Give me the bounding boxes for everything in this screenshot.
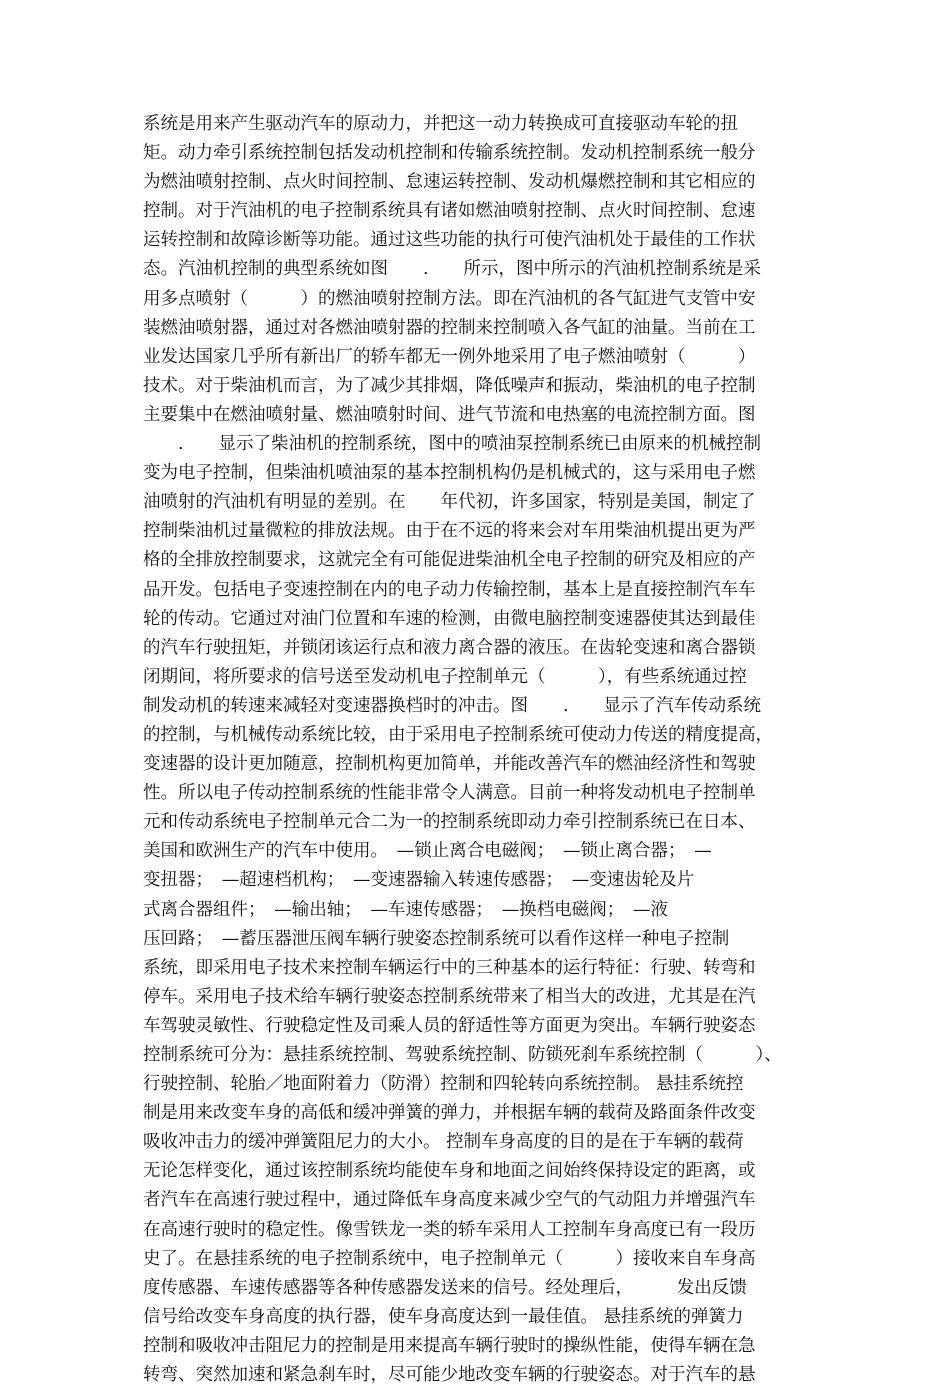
text-line: 变扭器； —超速档机构； —变速器输入转速传感器； —变速齿轮及片 (143, 870, 695, 891)
text-line: 格的全排放控制要求，这就完全有可能促进柴油机全电子控制的研究及相应的产 (143, 550, 756, 571)
text-line: 行驶控制、轮胎／地面附着力（防滑）控制和四轮转向系统控制。 悬挂系统控 (143, 1074, 744, 1095)
body-text (143, 110, 823, 1390)
text-line: 系统是用来产生驱动汽车的原动力，并把这一动力转换成可直接驱动车轮的扭 (143, 114, 738, 134)
text-line: 式离合器组件； —输出轴； —车速传感器； —换档电磁阀； —液 (143, 899, 668, 920)
text-line: 油喷射的汽油机有明显的差别。在 年代初，许多国家，特别是美国，制定了 (143, 492, 756, 513)
text-line: 装燃油喷射器，通过对各燃油喷射器的控制来控制喷入各气缸的油量。当前在工 (143, 317, 756, 338)
text-line: 在高速行驶时的稳定性。像雪铁龙一类的轿车采用人工控制车身高度已有一段历 (143, 1219, 756, 1240)
text-line: 矩。动力牵引系统控制包括发动机控制和传输系统控制。发动机控制系统一般分 (143, 143, 756, 164)
text-line: 无论怎样变化，通过该控制系统均能使车身和地面之间始终保持设定的距离，或 (143, 1161, 756, 1182)
text-line: 态。汽油机控制的典型系统如图 . 所示，图中所示的汽油机控制系统是采 (143, 259, 762, 280)
text-line: 信号给改变车身高度的执行器，使车身高度达到一最佳值。 悬挂系统的弹簧力 (143, 1306, 744, 1327)
text-line: 度传感器、车速传感器等各种传感器发送来的信号。经处理后， 发出反馈 (143, 1277, 747, 1298)
text-line: 车驾驶灵敏性、行驶稳定性及司乘人员的舒适性等方面更为突出。车辆行驶姿态 (143, 1015, 756, 1036)
text-line: 美国和欧洲生产的汽车中使用。 —锁止离合电磁阀； —锁止离合器； — (143, 841, 712, 862)
text-line: . 显示了柴油机的控制系统，图中的喷油泵控制系统已由原来的机械控制 (143, 434, 762, 455)
text-line: 变为电子控制，但柴油机喷油泵的基本控制机构仍是机械式的，这与采用电子燃 (143, 463, 756, 484)
text-line: 业发达国家几乎所有新出厂的轿车都无一例外地采用了电子燃油喷射（ ） (143, 346, 756, 367)
text-line: 压回路； —蓄压器泄压阀车辆行驶姿态控制系统可以看作这样一种电子控制 (143, 928, 730, 949)
text-line: 系统，即采用电子技术来控制车辆运行中的三种基本的运行特征：行驶、转弯和 (143, 957, 756, 978)
text-line: 控制。对于汽油机的电子控制系统具有诸如燃油喷射控制、点火时间控制、怠速 (143, 201, 756, 222)
text-line: 吸收冲击力的缓冲弹簧阻尼力的大小。 控制车身高度的目的是在于车辆的载荷 (143, 1132, 744, 1153)
text-line: 主要集中在燃油喷射量、燃油喷射时间、进气节流和电热塞的电流控制方面。图 (143, 404, 756, 425)
text-line: 转弯、突然加速和紧急刹车时，尽可能少地改变车辆的行驶姿态。对于汽车的悬 (143, 1365, 756, 1386)
text-line: 用多点喷射（ ）的燃油喷射控制方法。即在汽油机的各气缸进气支管中安 (143, 288, 756, 309)
text-line: 运转控制和故障诊断等功能。通过这些功能的执行可使汽油机处于最佳的工作状 (143, 230, 756, 251)
text-line: 制是用来改变车身的高低和缓冲弹簧的弹力，并根据车辆的载荷及路面条件改变 (143, 1103, 756, 1124)
text-line: 元和传动系统电子控制单元合二为一的控制系统即动力牵引控制系统已在日本、 (143, 812, 756, 833)
text-line: 停车。采用电子技术给车辆行驶姿态控制系统带来了相当大的改进，尤其是在汽 (143, 986, 756, 1007)
text-line: 控制系统可分为：悬挂系统控制、驾驶系统控制、防锁死刹车系统控制（ ）、 (143, 1045, 782, 1065)
text-line: 者汽车在高速行驶过程中，通过降低车身高度来减少空气的气动阻力并增强汽车 (143, 1190, 756, 1211)
text-line: 为燃油喷射控制、点火时间控制、怠速运转控制、发动机爆燃控制和其它相应的 (143, 172, 756, 193)
text-line: 品开发。包括电子变速控制在内的电子动力传输控制，基本上是直接控制汽车车 (143, 579, 756, 600)
text-line: 控制和吸收冲击阻尼力的控制是用来提高车辆行驶时的操纵性能，使得车辆在急 (143, 1335, 756, 1356)
text-line: 的控制，与机械传动系统比较，由于采用电子控制系统可使动力传送的精度提高， (143, 724, 773, 745)
text-line: 轮的传动。它通过对油门位置和车速的检测，由微电脑控制变速器使其达到最佳 (143, 608, 756, 629)
text-line: 技术。对于柴油机而言，为了减少其排烟，降低噪声和振动，柴油机的电子控制 (143, 375, 756, 396)
text-line: 的汽车行驶扭矩，并锁闭该运行点和液力离合器的液压。在齿轮变速和离合器锁 (143, 637, 756, 658)
text-line: 控制柴油机过量微粒的排放法规。由于在不远的将来会对车用柴油机提出更为严 (143, 521, 756, 542)
text-line: 变速器的设计更加随意，控制机构更加简单，并能改善汽车的燃油经济性和驾驶 (143, 754, 756, 775)
text-line: 制发动机的转速来减轻对变速器换档时的冲击。图 . 显示了汽车传动系统 (143, 695, 762, 716)
text-line: 闭期间，将所要求的信号送至发动机电子控制单元（ ），有些系统通过控 (143, 666, 747, 687)
text-line: 性。所以电子传动控制系统的性能非常令人满意。目前一种将发动机电子控制单 (143, 783, 756, 804)
text-line: 史了。在悬挂系统的电子控制系统中，电子控制单元（ ）接收来自车身高 (143, 1248, 756, 1269)
